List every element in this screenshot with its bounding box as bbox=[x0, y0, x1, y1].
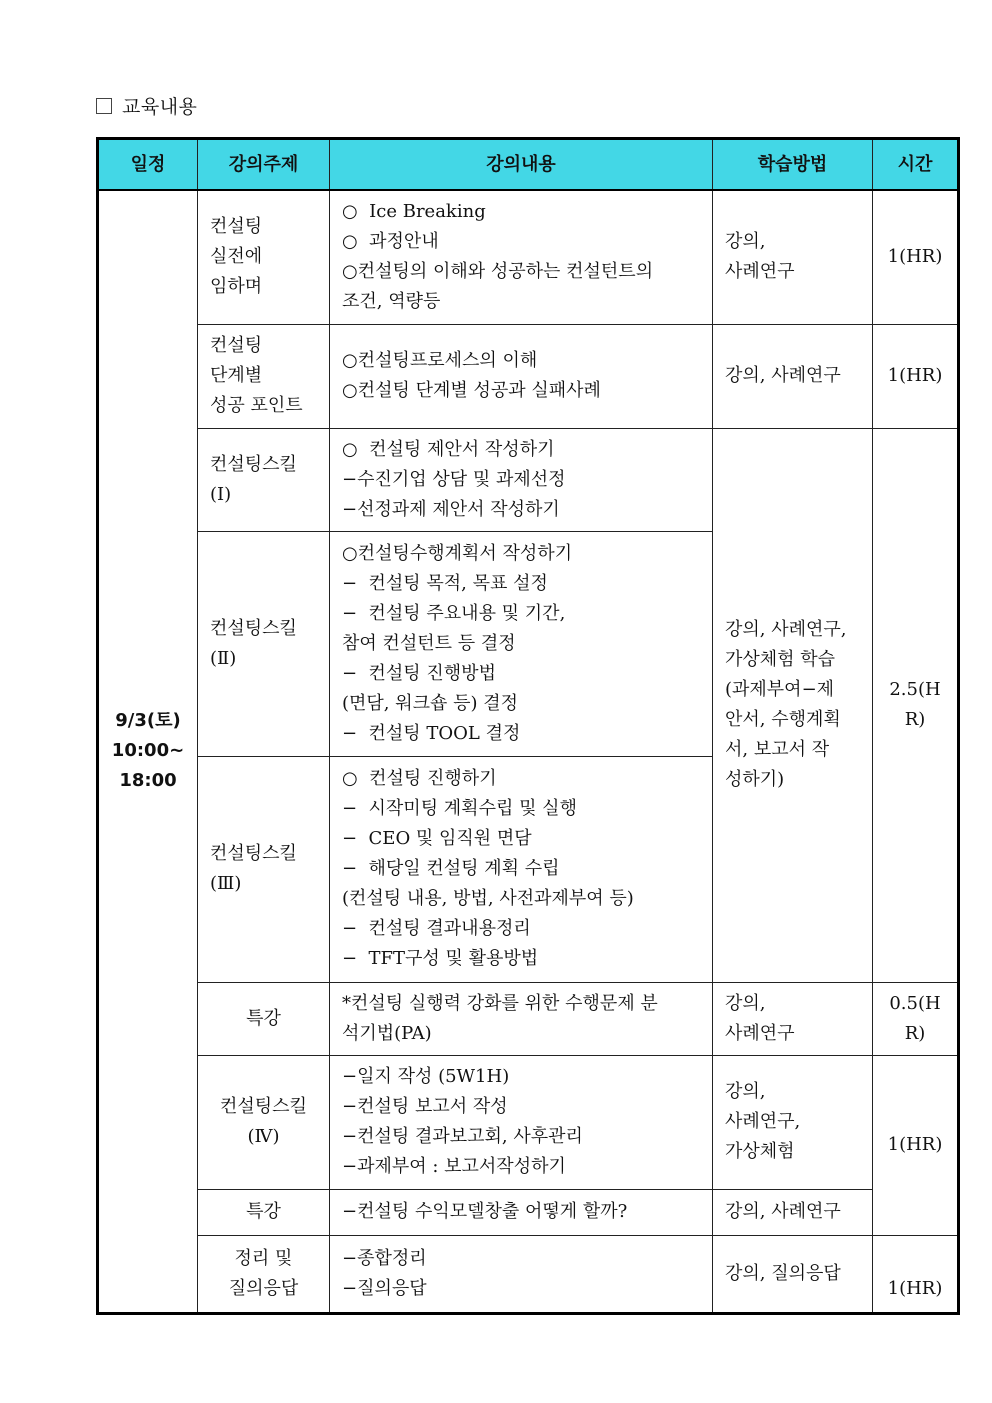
method-line: 가상체험 bbox=[725, 1141, 795, 1162]
method-line: 사례연구, bbox=[725, 1111, 801, 1132]
table-row bbox=[98, 190, 959, 324]
table-row bbox=[98, 324, 959, 428]
time-cell: 1(HR) bbox=[873, 324, 959, 428]
topic-cell bbox=[198, 1235, 330, 1313]
time-cell: 1(HR) bbox=[873, 1055, 959, 1235]
method-cell bbox=[713, 982, 873, 1055]
content-line: −선정과제 제안서 작성하기 bbox=[342, 498, 560, 520]
time-cell: 1(HR) bbox=[873, 190, 959, 324]
table-row bbox=[98, 1235, 959, 1313]
checkbox-icon bbox=[96, 98, 112, 114]
topic-cell bbox=[198, 531, 330, 756]
topic-cell bbox=[198, 428, 330, 531]
content-line: − 시작미팅 계획수립 및 실행 bbox=[342, 798, 577, 819]
content-line: −컨설팅 수익모델창출 어떻게 할까? bbox=[342, 1201, 628, 1222]
content-line: ○컨설팅의 이해와 성공하는 컨설턴트의 bbox=[342, 261, 654, 283]
topic-line: 임하며 bbox=[210, 276, 263, 298]
topic-line: 단계별 bbox=[210, 365, 263, 386]
method-line: 강의, 질의응답 bbox=[725, 1262, 841, 1284]
content-cell bbox=[330, 190, 713, 324]
content-cell bbox=[330, 1055, 713, 1189]
content-cell bbox=[330, 982, 713, 1055]
content-line: 참여 컨설턴트 등 결정 bbox=[342, 632, 516, 654]
time-line: 2.5(H bbox=[889, 679, 941, 700]
method-cell-skills bbox=[713, 428, 873, 982]
topic-cell bbox=[198, 756, 330, 982]
content-line: 조건, 역량등 bbox=[342, 291, 441, 313]
content-line: (면담, 워크숍 등) 결정 bbox=[342, 692, 519, 714]
date-line: 10:00∼ bbox=[111, 740, 185, 762]
content-line: − TFT구성 및 활용방법 bbox=[342, 948, 539, 969]
topic-line: 정리 및 bbox=[234, 1247, 293, 1269]
content-line: ○ 컨설팅 진행하기 bbox=[342, 768, 497, 789]
content-line: − 컨설팅 주요내용 및 기간, bbox=[342, 602, 566, 624]
topic-line: 실전에 bbox=[210, 246, 263, 268]
method-cell bbox=[713, 1235, 873, 1313]
topic-line: 특강 bbox=[246, 1201, 281, 1222]
table-header-row bbox=[98, 139, 959, 191]
topic-cell bbox=[198, 324, 330, 428]
content-line: (컨설팅 내용, 방법, 사전과제부여 등) bbox=[342, 888, 634, 909]
section-heading-label: 교육내용 bbox=[122, 96, 198, 118]
method-cell bbox=[713, 190, 873, 324]
table-row bbox=[98, 1055, 959, 1189]
content-line: ○컨설팅 단계별 성공과 실패사례 bbox=[342, 380, 601, 401]
method-line: 사례연구 bbox=[725, 261, 795, 283]
header-date: 일정 bbox=[98, 139, 198, 191]
header-method: 학습방법 bbox=[713, 139, 873, 191]
content-line: ○ Ice Breaking bbox=[342, 201, 486, 223]
content-line: *컨설팅 실행력 강화를 위한 수행문제 분 bbox=[342, 992, 658, 1014]
content-line: −컨설팅 보고서 작성 bbox=[342, 1096, 508, 1117]
topic-line: 질의응답 bbox=[228, 1277, 299, 1299]
curriculum-table bbox=[96, 137, 960, 1315]
topic-line: (Ⅳ) bbox=[247, 1126, 280, 1147]
content-line: ○컨설팅수행계획서 작성하기 bbox=[342, 542, 573, 564]
content-cell bbox=[330, 531, 713, 756]
content-cell bbox=[330, 428, 713, 531]
topic-line: 컨설팅 bbox=[210, 216, 263, 238]
topic-line: 컨설팅 bbox=[210, 335, 263, 356]
time-line: R) bbox=[904, 709, 926, 730]
header-content: 강의내용 bbox=[330, 139, 713, 191]
table-row bbox=[98, 982, 959, 1055]
content-line: − 컨설팅 TOOL 결정 bbox=[342, 722, 521, 744]
content-line: −과제부여 : 보고서작성하기 bbox=[342, 1156, 566, 1177]
content-line: 석기법(PA) bbox=[342, 1022, 432, 1044]
date-line: 18:00 bbox=[119, 770, 177, 792]
content-line: −컨설팅 결과보고회, 사후관리 bbox=[342, 1126, 583, 1147]
content-line: − 컨설팅 목적, 목표 설정 bbox=[342, 572, 548, 594]
content-line: −질의응답 bbox=[342, 1277, 427, 1299]
method-line: 강의, 사례연구 bbox=[725, 365, 841, 386]
topic-line: 컨설팅스킬 bbox=[210, 617, 297, 639]
method-line: 서, 보고서 작 bbox=[725, 739, 830, 760]
content-cell bbox=[330, 1235, 713, 1313]
method-line: 강의, bbox=[725, 992, 766, 1014]
content-line: −일지 작성 (5W1H) bbox=[342, 1066, 510, 1087]
content-line: − 해당일 컨설팅 계획 수립 bbox=[342, 858, 560, 879]
topic-line: (Ⅱ) bbox=[210, 647, 237, 669]
time-line: R) bbox=[904, 1022, 926, 1044]
content-line: ○ 컨설팅 제안서 작성하기 bbox=[342, 438, 555, 460]
topic-line: 컨설팅스킬 bbox=[210, 453, 297, 475]
content-line: ○ 과정안내 bbox=[342, 231, 439, 253]
topic-line: (Ⅲ) bbox=[210, 873, 242, 894]
date-line: 9/3(토) bbox=[115, 710, 181, 732]
topic-cell bbox=[198, 1189, 330, 1235]
method-cell bbox=[713, 1055, 873, 1189]
method-line: 사례연구 bbox=[725, 1022, 795, 1044]
topic-cell bbox=[198, 190, 330, 324]
topic-line: 컨설팅스킬 bbox=[220, 1096, 307, 1117]
topic-line: 특강 bbox=[246, 1007, 281, 1029]
method-line: 강의, bbox=[725, 1081, 766, 1102]
content-cell bbox=[330, 756, 713, 982]
content-line: − CEO 및 임직원 면담 bbox=[342, 828, 532, 849]
time-cell bbox=[873, 982, 959, 1055]
method-line: 강의, 사례연구 bbox=[725, 1201, 841, 1222]
topic-line: 성공 포인트 bbox=[210, 395, 303, 416]
method-line: (과제부여−제 bbox=[725, 679, 835, 700]
method-line: 성하기) bbox=[725, 769, 785, 790]
content-line: −종합정리 bbox=[342, 1247, 427, 1269]
method-line: 강의, 사례연구, bbox=[725, 619, 847, 640]
method-cell bbox=[713, 1189, 873, 1235]
topic-line: 컨설팅스킬 bbox=[210, 843, 297, 864]
topic-cell bbox=[198, 982, 330, 1055]
method-cell bbox=[713, 324, 873, 428]
time-line: 0.5(H bbox=[889, 992, 941, 1014]
content-line: ○컨설팅프로세스의 이해 bbox=[342, 350, 538, 371]
content-line: − 컨설팅 진행방법 bbox=[342, 662, 496, 684]
header-topic: 강의주제 bbox=[198, 139, 330, 191]
header-time: 시간 bbox=[873, 139, 959, 191]
section-heading bbox=[96, 92, 197, 119]
schedule-date-cell bbox=[98, 190, 198, 1313]
topic-cell bbox=[198, 1055, 330, 1189]
content-line: −수진기업 상담 및 과제선정 bbox=[342, 468, 566, 490]
table-row bbox=[98, 428, 959, 531]
time-cell-skills bbox=[873, 428, 959, 982]
content-cell bbox=[330, 1189, 713, 1235]
topic-line: (Ⅰ) bbox=[210, 483, 232, 505]
method-line: 안서, 수행계획 bbox=[725, 709, 841, 730]
content-cell bbox=[330, 324, 713, 428]
content-line: − 컨설팅 결과내용정리 bbox=[342, 918, 531, 939]
method-line: 강의, bbox=[725, 231, 766, 253]
method-line: 가상체험 학습 bbox=[725, 649, 836, 670]
time-cell: 1(HR) bbox=[873, 1235, 959, 1313]
table-row bbox=[98, 1189, 959, 1235]
